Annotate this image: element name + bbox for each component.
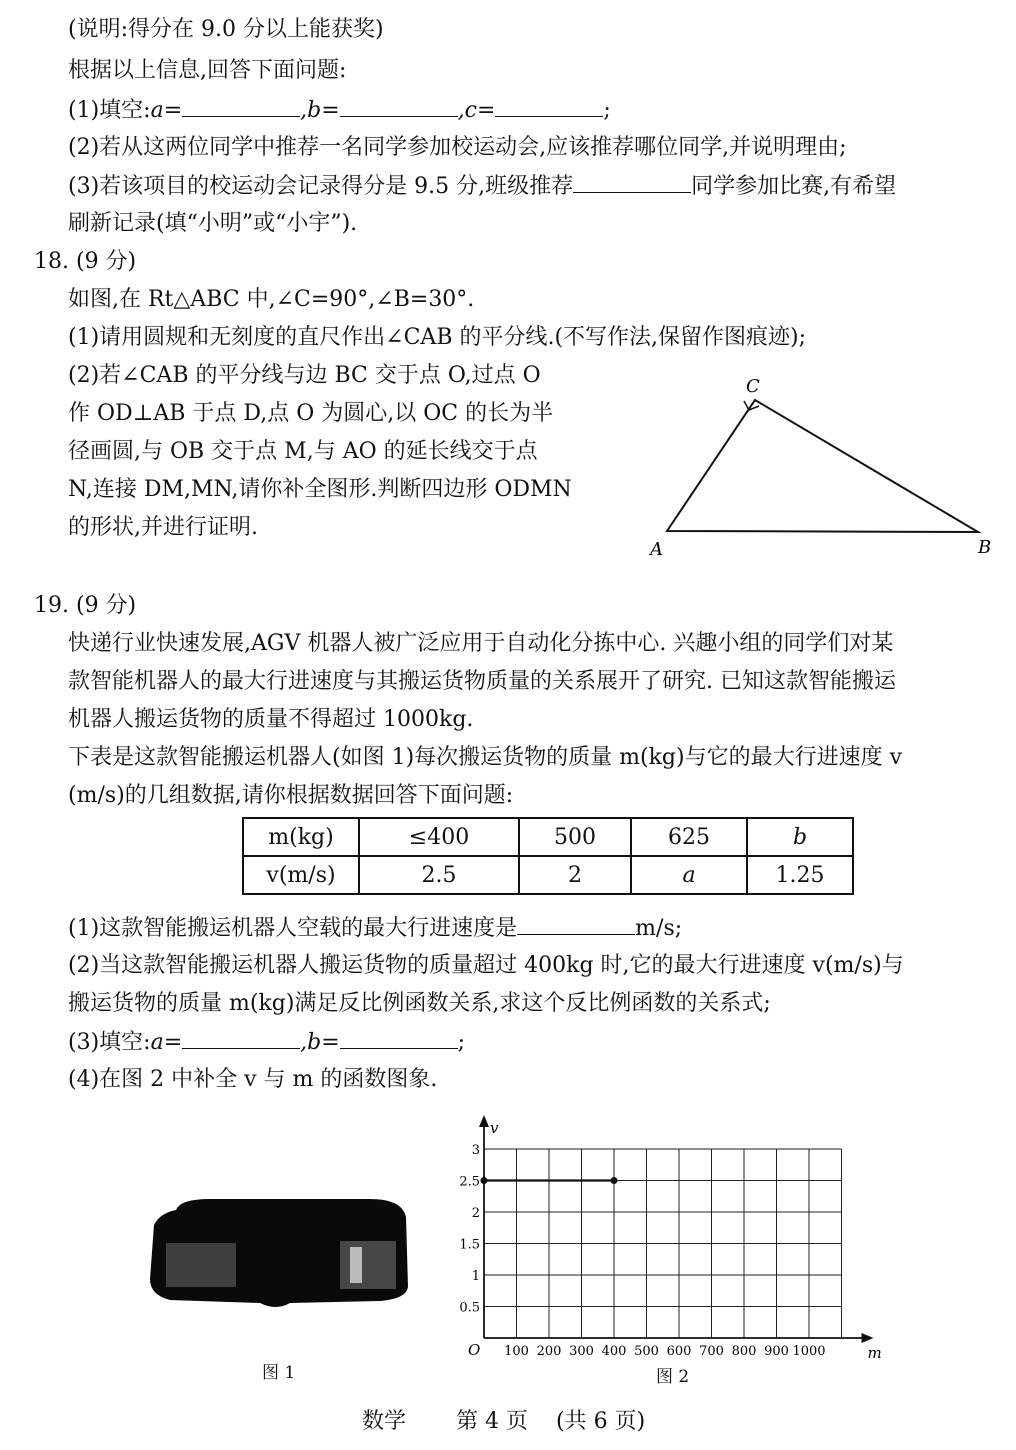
triangle-abc — [667, 400, 978, 532]
fig1-caption: 图 1 — [262, 1363, 296, 1383]
origin-label: O — [468, 1341, 481, 1359]
q17-3: (3)若该项目的校运动会记录得分是 9.5 分,班级推荐 同学参加比赛,有希望 — [68, 170, 896, 203]
x-tick-label: 600 — [666, 1344, 692, 1359]
blank-a2[interactable] — [182, 1026, 300, 1049]
p19-heading: 19. (9 分) — [34, 593, 137, 618]
blank-a[interactable] — [182, 94, 300, 117]
p19-para-line: (m/s)的几组数据,请你根据数据回答下面问题: — [68, 783, 514, 808]
x-tick-label: 900 — [764, 1344, 789, 1359]
p19-q2-line2: 搬运货物的质量 m(kg)满足反比例函数关系,求这个反比例函数的关系式; — [68, 991, 771, 1016]
table-cell: ≤400 — [359, 818, 519, 856]
y-tick-label: 0.5 — [459, 1300, 480, 1316]
q17-1: (1)填空:a= ,b= ,c= ; — [68, 94, 611, 127]
x-axis-arrow — [862, 1333, 874, 1343]
x-tick-label: 200 — [536, 1344, 562, 1359]
table-row — [243, 856, 853, 894]
blank-c[interactable] — [495, 94, 603, 117]
y-tick-label: 1 — [471, 1269, 480, 1284]
x-tick-label: 500 — [634, 1344, 659, 1359]
table-cell: b — [747, 818, 853, 856]
label-b: B — [978, 537, 992, 558]
p18-q2-line: 径画圆,与 OB 交于点 M,与 AO 的延长线交于点 — [68, 439, 538, 464]
award-note: (说明:得分在 9.0 分以上能获奖) — [68, 17, 384, 42]
y-axis-arrow — [479, 1115, 489, 1127]
table-cell: 625 — [631, 818, 747, 856]
y-tick-label: 2.5 — [459, 1174, 480, 1190]
p19-q2: (2)当这款智能搬运机器人搬运货物的质量超过 400kg 时,它的最大行进速度 v(m/s)与 — [68, 953, 904, 978]
x-tick-label: 300 — [569, 1344, 594, 1359]
p19-q3: (3)填空:a= ,b= ; — [68, 1026, 465, 1059]
p18-q2-line: 的形状,并进行证明. — [68, 515, 258, 540]
q17-3-line2: 刷新记录(填“小明”或“小宇”). — [68, 211, 358, 236]
table-cell: 2 — [519, 856, 631, 894]
footer-page: 第 4 页 — [456, 1409, 528, 1434]
robot-image — [140, 1195, 420, 1320]
x-tick-label: 1000 — [792, 1344, 826, 1359]
blank-student[interactable] — [573, 170, 691, 193]
label-c: C — [746, 376, 760, 397]
footer-subject: 数学 — [362, 1409, 407, 1434]
x-axis-label: m — [867, 1344, 882, 1362]
x-tick-label: 400 — [601, 1344, 627, 1359]
y-tick-label: 2 — [471, 1206, 480, 1221]
footer-total: (共 6 页) — [556, 1409, 646, 1434]
table-row — [243, 818, 853, 856]
table-cell: 2.5 — [359, 856, 519, 894]
x-tick-label: 800 — [731, 1344, 757, 1359]
function-chart — [440, 1110, 880, 1370]
p18-q2-line: N,连接 DM,MN,请你补全图形.判断四边形 ODMN — [68, 477, 572, 502]
label-a: A — [650, 539, 663, 560]
table-cell: a — [631, 856, 747, 894]
p18-q1: (1)请用圆规和无刻度的直尺作出∠CAB 的平分线.(不写作法,保留作图痕迹); — [68, 325, 807, 350]
p19-para-line: 快递行业快速发展,AGV 机器人被广泛应用于自动化分拣中心. 兴趣小组的同学们对某 — [68, 631, 894, 656]
table-cell: 500 — [519, 818, 631, 856]
table-cell: 1.25 — [747, 856, 853, 894]
p19-q1: (1)这款智能搬运机器人空载的最大行进速度是 m/s; — [68, 912, 682, 945]
p19-para-line: 机器人搬运货物的质量不得超过 1000kg. — [68, 707, 474, 732]
x-tick-label: 100 — [504, 1344, 529, 1359]
table-cell: m(kg) — [243, 818, 359, 856]
robot-panel-left — [166, 1243, 236, 1287]
p19-q4: (4)在图 2 中补全 v 与 m 的函数图象. — [68, 1067, 438, 1092]
table-cell: v(m/s) — [243, 856, 359, 894]
y-axis-label: v — [490, 1119, 499, 1137]
q17-2: (2)若从这两位同学中推荐一名同学参加校运动会,应该推荐哪位同学,并说明理由; — [68, 135, 847, 160]
blank-speed[interactable] — [517, 912, 635, 935]
fig2-caption: 图 2 — [656, 1367, 690, 1387]
blank-b[interactable] — [340, 94, 458, 117]
robot-light — [350, 1247, 362, 1283]
p18-q2-line: 作 OD⊥AB 于点 D,点 O 为圆心,以 OC 的长为半 — [68, 401, 554, 426]
intro-text: 根据以上信息,回答下面问题: — [68, 58, 347, 83]
series-point — [611, 1177, 618, 1184]
mass-speed-table — [242, 817, 854, 895]
y-tick-label: 1.5 — [459, 1237, 480, 1253]
p18-q2-line: (2)若∠CAB 的平分线与边 BC 交于点 O,过点 O — [68, 363, 541, 388]
p19-para-line: 下表是这款智能搬运机器人(如图 1)每次搬运货物的质量 m(kg)与它的最大行进速度 v — [68, 745, 903, 770]
series-point — [481, 1177, 488, 1184]
blank-b2[interactable] — [340, 1026, 458, 1049]
x-tick-label: 700 — [699, 1344, 724, 1359]
triangle-figure — [640, 365, 1000, 565]
p18-stem: 如图,在 Rt△ABC 中,∠C=90°,∠B=30°. — [68, 287, 475, 312]
p18-heading: 18. (9 分) — [34, 249, 137, 274]
p19-para-line: 款智能机器人的最大行进速度与其搬运货物质量的关系展开了研究. 已知这款智能搬运 — [68, 669, 896, 694]
robot-panel-right — [340, 1241, 396, 1289]
y-tick-label: 3 — [471, 1143, 480, 1158]
